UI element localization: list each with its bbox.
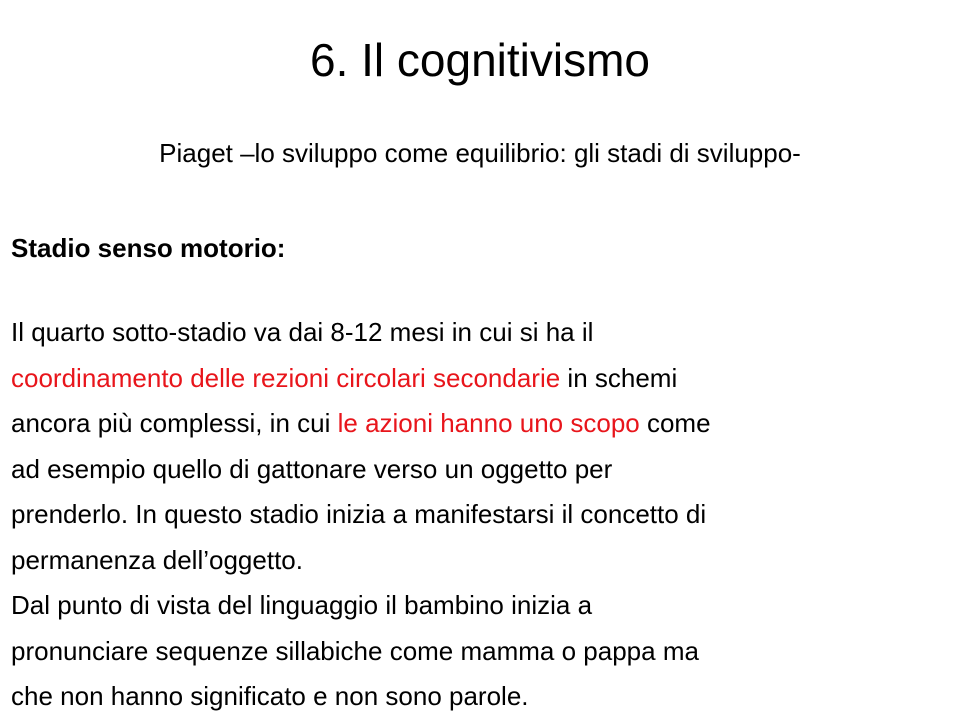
highlighted-phrase: coordinamento delle rezioni circolari secondarie <box>11 362 561 393</box>
body-line: ad esempio quello di gattonare verso un oggetto per <box>11 453 613 484</box>
body-line: prenderlo. In questo stadio inizia a manifestarsi il concetto di <box>11 499 707 529</box>
body-text-fragment: in schemi <box>560 362 678 393</box>
body-line <box>11 356 946 402</box>
body-text-fragment: come <box>639 408 711 438</box>
section-heading: Stadio senso motorio: <box>11 233 286 263</box>
slide-subtitle: Piaget –lo sviluppo come equilibrio: gli stadi di sviluppo- <box>159 138 801 168</box>
highlighted-phrase: le azioni hanno uno scopo <box>337 408 640 438</box>
body-line: Dal punto di vista del linguaggio il bambino inizia a <box>11 590 593 620</box>
body-line: permanenza dell’oggetto. <box>11 544 303 575</box>
body-text <box>11 310 946 720</box>
slide-title: 6. Il cognitivismo <box>309 34 650 86</box>
body-line: che non hanno significato e non sono parole. <box>11 681 529 711</box>
body-line: pronunciare sequenze sillabiche come mamma o pappa ma <box>11 635 699 666</box>
body-line: Il quarto sotto-stadio va dai 8-12 mesi in cui si ha il <box>11 317 594 347</box>
body-text-fragment: ancora più complessi, in cui <box>11 408 338 438</box>
body-line <box>11 401 946 447</box>
